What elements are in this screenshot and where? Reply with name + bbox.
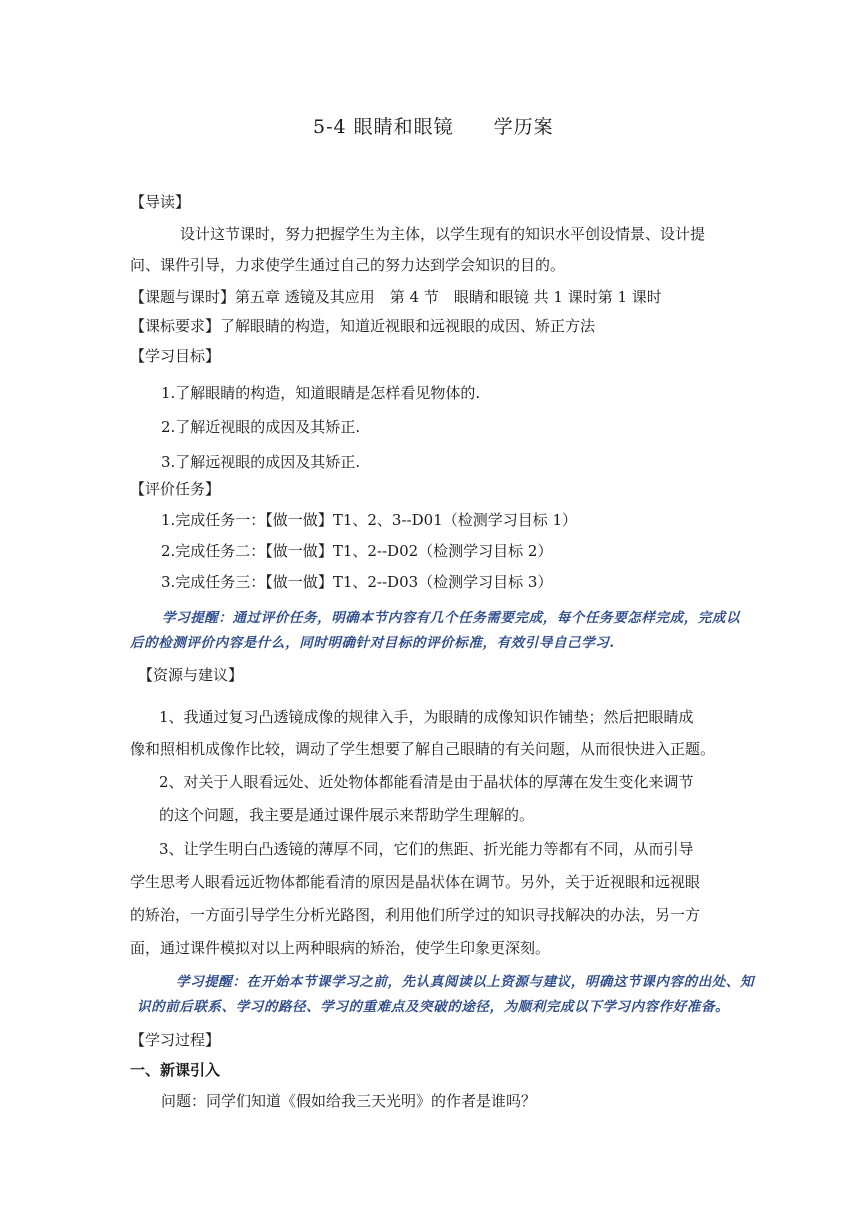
- process-heading: 【学习过程】: [130, 1031, 221, 1049]
- standard-line: 【课标要求】了解眼睛的构造，知道近视眼和远视眼的成因、矫正方法: [130, 317, 596, 335]
- guide-paragraph-line: 设计这节课时，努力把握学生为主体，以学生现有的知识水平创设情景、设计提: [180, 225, 706, 243]
- resources-paragraph-line: 2、对关于人眼看远处、近处物体都能看清是由于晶状体的厚薄在发生变化来调节: [159, 773, 694, 791]
- question-line: 问题：同学们知道《假如给我三天光明》的作者是谁吗？: [161, 1092, 537, 1110]
- topic-line: 【课题与课时】第五章 透镜及其应用 第 4 节 眼睛和眼镜 共 1 课时第 1 课时: [130, 288, 662, 306]
- task-item: 3.完成任务三：【做一做】T1、2--D03（检测学习目标 3）: [161, 573, 553, 591]
- resources-paragraph-line: 的矫治，一方面引导学生分析光路图，利用他们所学过的知识寻找解决的办法，另一方: [130, 906, 701, 924]
- objective-item: 2.了解近视眼的成因及其矫正.: [161, 418, 361, 436]
- section-heading: 一、新课引入: [130, 1061, 221, 1079]
- study-tip: 后的检测评价内容是什么，同时明确针对目标的评价标准，有效引导自己学习.: [130, 635, 615, 651]
- objectives-heading: 【学习目标】: [130, 347, 221, 365]
- objective-item: 3.了解远视眼的成因及其矫正.: [161, 453, 361, 471]
- study-tip: 识的前后联系、学习的路径、学习的重难点及突破的途径，为顺利完成以下学习内容作好准备。: [137, 999, 730, 1015]
- task-item: 1.完成任务一：【做一做】T1、2、3--D01（检测学习目标 1）: [161, 511, 578, 529]
- page-title: 5-4 眼睛和眼镜 学历案: [313, 116, 554, 138]
- task-item: 2.完成任务二：【做一做】T1、2--D02（检测学习目标 2）: [161, 542, 553, 560]
- resources-heading: 【资源与建议】: [138, 666, 244, 684]
- resources-paragraph-line: 3、让学生明白凸透镜的薄厚不同，它们的焦距、折光能力等都有不同，从而引导: [159, 840, 694, 858]
- resources-paragraph-line: 面，通过课件模拟对以上两种眼病的矫治，使学生印象更深刻。: [130, 939, 551, 957]
- guide-paragraph-line: 问、课件引导，力求使学生通过自己的努力达到学会知识的目的。: [130, 256, 566, 274]
- study-tip: 学习提醒：在开始本节课学习之前，先认真阅读以上资源与建议，明确这节课内容的出处、知: [176, 974, 755, 990]
- study-tip: 学习提醒：通过评价任务，明确本节内容有几个任务需要完成，每个任务要怎样完成，完成以: [162, 610, 741, 626]
- objective-item: 1.了解眼睛的构造，知道眼睛是怎样看见物体的.: [161, 384, 481, 402]
- tasks-heading: 【评价任务】: [130, 480, 221, 498]
- resources-paragraph-line: 像和照相机成像作比较，调动了学生想要了解自己眼睛的有关问题，从而很快进入正题。: [130, 740, 716, 758]
- resources-paragraph-line: 1、我通过复习凸透镜成像的规律入手，为眼睛的成像知识作铺垫；然后把眼睛成: [159, 708, 694, 726]
- resources-paragraph-line: 学生思考人眼看远近物体都能看清的原因是晶状体在调节。另外，关于近视眼和远视眼: [130, 873, 701, 891]
- resources-paragraph-line: 的这个问题，我主要是通过课件展示来帮助学生理解的。: [159, 806, 535, 824]
- guide-heading: 【导读】: [130, 193, 191, 211]
